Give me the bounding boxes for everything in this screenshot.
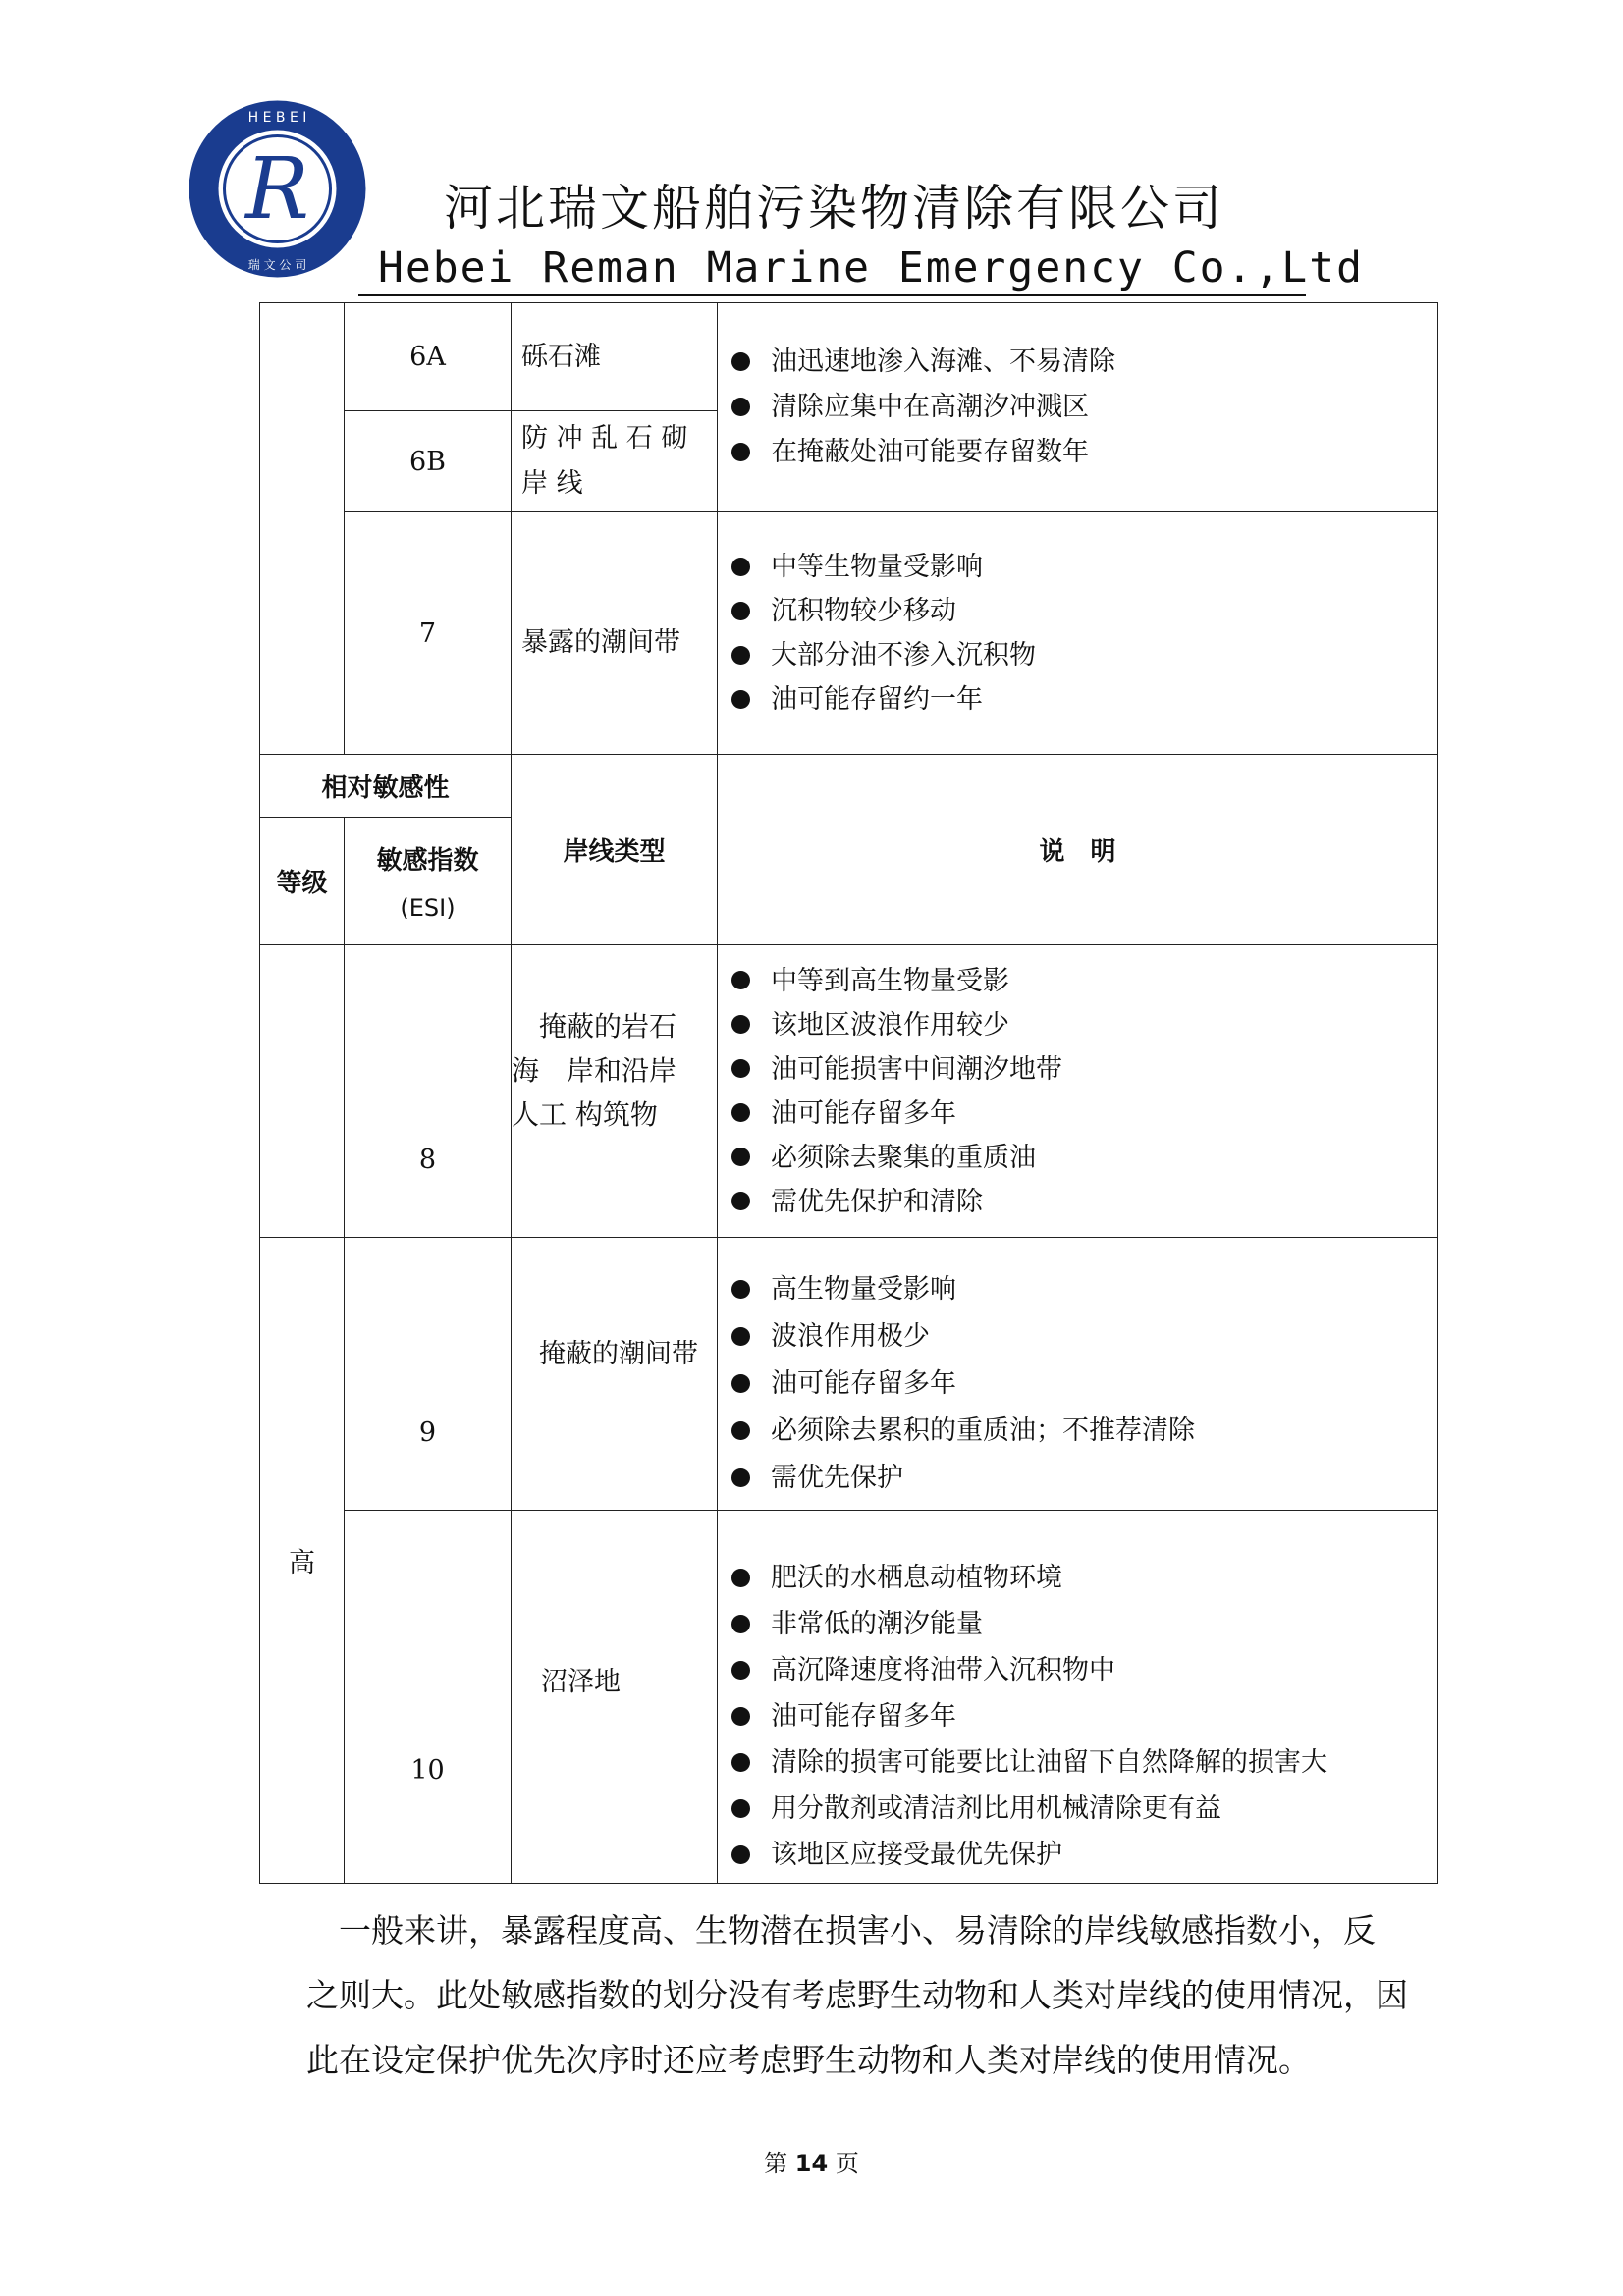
list-item: 肥沃的水栖息动植物环境 <box>731 1555 1437 1601</box>
desc-cell <box>718 512 1438 755</box>
desc-cell <box>718 945 1438 1238</box>
type-text: 防 冲 乱 石 砌 <box>521 423 688 454</box>
desc-cell <box>718 1511 1438 1884</box>
type-text: 掩蔽的岩石 <box>539 1010 677 1042</box>
paragraph-line: 之则大。此处敏感指数的划分没有考虑野生动物和人类对岸线的使用情况，因 <box>306 1976 1408 2014</box>
list-item: 需优先保护和清除 <box>731 1180 1437 1224</box>
type-text: 砾石滩 <box>521 341 601 372</box>
esi-table <box>259 302 1438 1884</box>
table-row <box>260 1511 1438 1884</box>
desc-list <box>718 1247 1437 1502</box>
list-item: 高生物量受影响 <box>731 1266 1437 1313</box>
index-header-sub: (ESI) <box>400 894 456 922</box>
logo-bottom-text: 瑞 文 公 司 <box>247 258 307 272</box>
list-item: 中等生物量受影响 <box>731 545 1437 589</box>
company-name-en: Hebei Reman Marine Emergency Co.,Ltd <box>378 243 1364 293</box>
list-item: 波浪作用极少 <box>731 1313 1437 1361</box>
list-item: 油可能存留多年 <box>731 1693 1437 1739</box>
header-rule <box>358 294 1306 296</box>
grade-cell: 高 <box>260 1238 345 1884</box>
table-header-row <box>260 755 1438 818</box>
list-item: 在掩蔽处油可能要存留数年 <box>731 430 1437 475</box>
index-cell: 6B <box>345 411 512 512</box>
desc-cell <box>718 303 1438 512</box>
type-cell <box>512 303 718 411</box>
type-text: 岸 线 <box>521 468 583 499</box>
list-item: 必须除去累积的重质油；不推荐清除 <box>731 1408 1437 1455</box>
list-item: 用分散剂或清洁剂比用机械清除更有益 <box>731 1786 1437 1832</box>
type-cell <box>512 1511 718 1884</box>
index-cell: 7 <box>345 512 512 755</box>
list-item: 油可能损害中间潮汐地带 <box>731 1047 1437 1092</box>
type-cell <box>512 512 718 755</box>
index-cell <box>345 1511 512 1884</box>
list-item: 非常低的潮汐能量 <box>731 1601 1437 1647</box>
list-item: 油迅速地渗入海滩、不易清除 <box>731 340 1437 385</box>
grade-header: 等级 <box>260 818 345 945</box>
list-item: 该地区应接受最优先保护 <box>731 1832 1437 1878</box>
list-item: 沉积物较少移动 <box>731 589 1437 633</box>
list-item: 中等到高生物量受影 <box>731 959 1437 1003</box>
type-text: 掩蔽的潮间带 <box>539 1338 698 1369</box>
list-item: 大部分油不渗入沉积物 <box>731 633 1437 677</box>
table-row <box>260 1238 1438 1511</box>
list-item: 高沉降速度将油带入沉积物中 <box>731 1647 1437 1693</box>
desc-list <box>718 959 1437 1224</box>
list-item: 需优先保护 <box>731 1455 1437 1502</box>
company-logo <box>187 98 368 280</box>
list-item: 清除应集中在高潮汐冲溅区 <box>731 385 1437 430</box>
index-text: 10 <box>410 1755 445 1786</box>
type-cell <box>512 411 718 512</box>
desc-list <box>718 1516 1437 1878</box>
index-header: 敏感指数 <box>376 846 479 876</box>
type-text: 沼泽地 <box>541 1666 621 1697</box>
type-text: 暴露的潮间带 <box>521 627 680 658</box>
relative-sensitivity-header: 相对敏感性 <box>260 755 512 818</box>
type-header: 岸线类型 <box>512 755 718 945</box>
list-item: 油可能存留约一年 <box>731 677 1437 721</box>
table-row <box>260 512 1438 755</box>
desc-cell <box>718 1238 1438 1511</box>
type-text: 人工 构筑物 <box>512 1098 658 1131</box>
grade-cell <box>260 945 345 1238</box>
type-text: 海 岸和沿岸 <box>512 1054 677 1087</box>
type-text-block <box>512 945 717 1137</box>
index-cell: 6A <box>345 303 512 411</box>
page-footer <box>0 2144 1623 2178</box>
list-item: 油可能存留多年 <box>731 1361 1437 1408</box>
desc-list <box>718 545 1437 721</box>
desc-header: 说 明 <box>718 755 1438 945</box>
list-item: 油可能存留多年 <box>731 1092 1437 1136</box>
type-cell <box>512 1238 718 1511</box>
index-text: 9 <box>418 1417 437 1448</box>
index-cell <box>345 945 512 1238</box>
paragraph-line: 此在设定保护优先次序时还应考虑野生动物和人类对岸线的使用情况。 <box>306 2041 1311 2079</box>
footer-suffix: 页 <box>835 2150 859 2177</box>
footer-prefix: 第 <box>764 2150 788 2177</box>
index-text: 8 <box>418 1145 437 1175</box>
list-item: 该地区波浪作用较少 <box>731 1003 1437 1047</box>
page-number: 14 <box>794 2150 829 2177</box>
index-header-cell <box>345 818 512 945</box>
company-name-cn: 河北瑞文船舶污染物清除有限公司 <box>444 180 1224 237</box>
logo-ring-text: H E B E I <box>247 110 307 126</box>
paragraph-line: 一般来讲，暴露程度高、生物潜在损害小、易清除的岸线敏感指数小，反 <box>306 1911 1376 1949</box>
list-item: 清除的损害可能要比让油留下自然降解的损害大 <box>731 1739 1437 1786</box>
grade-cell <box>260 303 345 755</box>
type-cell <box>512 945 718 1238</box>
list-item: 必须除去聚集的重质油 <box>731 1136 1437 1180</box>
index-cell <box>345 1238 512 1511</box>
table-row <box>260 945 1438 1238</box>
desc-list <box>718 340 1437 475</box>
table-row <box>260 303 1438 411</box>
logo-letter: R <box>245 140 309 239</box>
